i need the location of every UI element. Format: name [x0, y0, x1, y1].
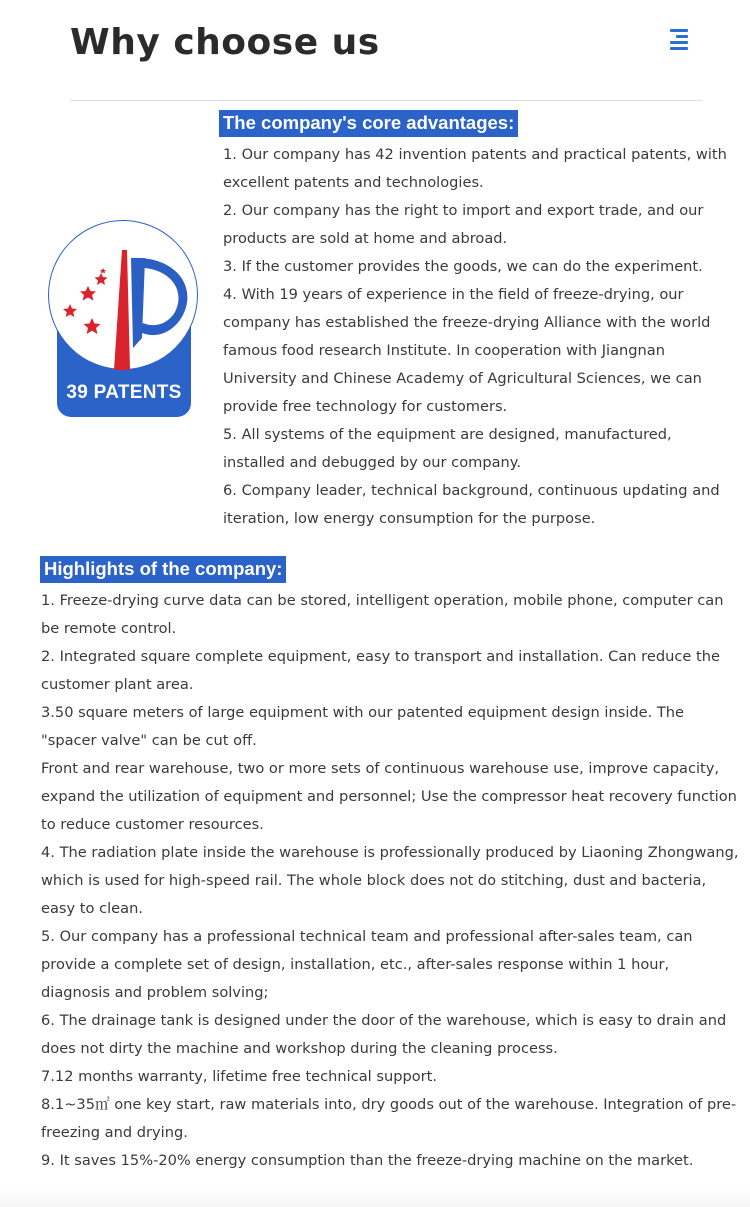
- list-item: 5. Our company has a professional technical team and professional after-sales team, can provide a complete set of design, installation, etc., after-sales response within 1 hour, diagnosis and problem solving;: [41, 928, 693, 1001]
- list-item: 6. The drainage tank is designed under the door of the warehouse, which is easy to drain and does not dirty the machine and workshop during the cleaning process.: [41, 1012, 727, 1057]
- list-item: 3. If the customer provides the goods, we can do the experiment.: [223, 258, 703, 275]
- list-item: 1. Our company has 42 invention patents and practical patents, with excellent patents and technologies.: [223, 146, 727, 191]
- header-divider: [70, 100, 702, 101]
- badge-label: 39 PATENTS: [66, 382, 182, 403]
- list-item: 8.1~35㎡ one key start, raw materials into, dry goods out of the warehouse. Integration of pre-freezing and drying.: [41, 1096, 737, 1141]
- list-item: 2. Our company has the right to import and export trade, and our products are sold at home and abroad.: [223, 202, 704, 247]
- list-item: 6. Company leader, technical background, continuous updating and iteration, low energy consumption for the purpose.: [223, 482, 720, 527]
- patent-logo-icon: [48, 220, 198, 370]
- list-item: Front and rear warehouse, two or more sets of continuous warehouse use, improve capacity, expand the utilization of equipment and personnel; Use the compressor heat recovery function to reduce customer resources.: [41, 760, 737, 833]
- list-item: 9. It saves 15%-20% energy consumption than the freeze-drying machine on the market.: [41, 1152, 694, 1169]
- highlights-heading: Highlights of the company:: [40, 556, 286, 583]
- list-item: 3.50 square meters of large equipment with our patented equipment design inside. The "spacer valve" can be cut off.: [41, 704, 685, 749]
- list-item: 4. The radiation plate inside the warehouse is professionally produced by Liaoning Zhongwang, which is used for high-speed rail. The whole block does not do stitching, dust and bacteria, easy to clean.: [41, 844, 739, 917]
- page-title: Why choose us: [70, 22, 380, 63]
- core-advantages-list: [223, 141, 735, 533]
- list-item: 2. Integrated square complete equipment, easy to transport and installation. Can reduce the customer plant area.: [41, 648, 720, 693]
- page-bottom-shadow: [0, 1190, 750, 1207]
- hamburger-menu-icon[interactable]: [666, 28, 692, 52]
- list-item: 4. With 19 years of experience in the field of freeze-drying, our company has established the freeze-drying Alliance with the world famous food research Institute. In cooperation with Jiangnan University and Chinese Academy of Agricultural Sciences, we can provide free technology for customers.: [223, 286, 711, 415]
- patents-badge: [48, 220, 200, 417]
- core-advantages-heading: The company's core advantages:: [219, 110, 518, 137]
- highlights-list: [41, 587, 741, 1175]
- list-item: 7.12 months warranty, lifetime free technical support.: [41, 1068, 438, 1085]
- list-item: 5. All systems of the equipment are designed, manufactured, installed and debugged by our company.: [223, 426, 672, 471]
- list-item: 1. Freeze-drying curve data can be stored, intelligent operation, mobile phone, computer can be remote control.: [41, 592, 724, 637]
